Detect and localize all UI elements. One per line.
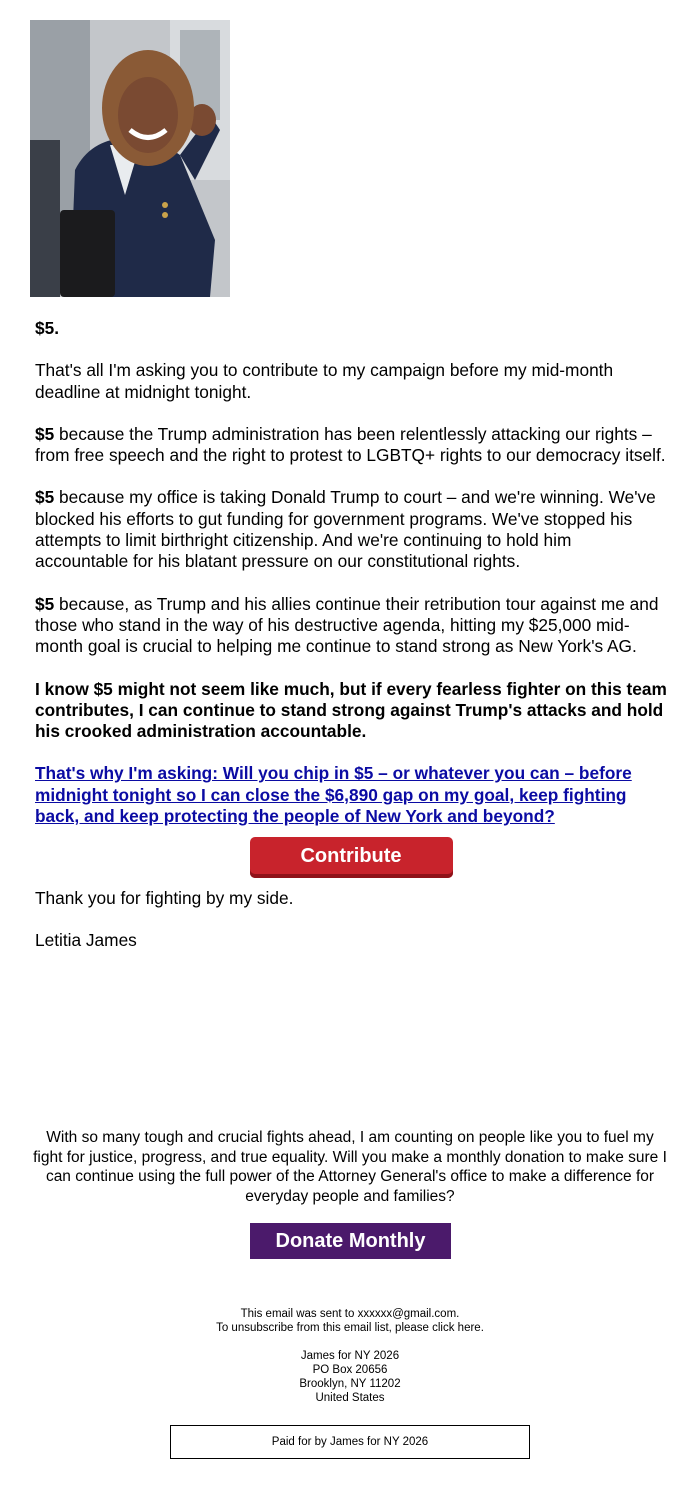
unsubscribe-link[interactable] <box>100 1321 600 1335</box>
sent-to-notice: This email was sent to xxxxxx@gmail.com. <box>240 1308 460 1320</box>
intro-paragraph: That's all I'm asking you to contribute to my campaign before my mid-month deadline at midnight tonight. <box>35 360 614 402</box>
monthly-donation-pitch: With so many tough and crucial fights ahead, I am counting on people like you to fuel my fight for justice, progress, and true equality. Will you make a monthly donation to make sure I can continue using the full power of the Attorney General's office to make a difference for everyday people and families? <box>33 1129 667 1205</box>
address-line: James for NY 2026 <box>300 1350 400 1362</box>
unsubscribe-text[interactable]: To unsubscribe from this email list, please click here. <box>216 1322 484 1334</box>
contribute-button[interactable]: Contribute <box>250 837 453 878</box>
amount-text: $5 <box>35 423 55 444</box>
amount-text: $5 <box>35 487 55 508</box>
thank-you-text: Thank you for fighting by my side. <box>35 888 294 909</box>
address-line: Brooklyn, NY 11202 <box>299 1378 401 1390</box>
rights-paragraph <box>35 424 667 467</box>
paragraph-text: because, as Trump and his allies continue their retribution tour against me and those who stand in the way of his destructive agenda, hitting my $25,000 mid-month goal is crucial to helping me continue to stand strong as New York's AG. <box>35 593 659 657</box>
signature: Letitia James <box>35 929 137 950</box>
candidate-photo <box>30 20 230 297</box>
legal-footer <box>100 1307 600 1405</box>
paid-for-disclaimer: Paid for by James for NY 2026 <box>170 1425 530 1459</box>
amount-text: $5 <box>35 593 55 614</box>
contribute-button-wrapper <box>35 837 667 878</box>
mailing-address <box>100 1349 600 1405</box>
address-line: United States <box>315 1392 385 1404</box>
goal-paragraph <box>35 594 667 658</box>
court-paragraph <box>35 487 667 572</box>
donate-monthly-button[interactable]: Donate Monthly <box>250 1223 451 1259</box>
paragraph-text: because the Trump administration has been relentlessly attacking our rights – from free speech and the right to protest to LGBTQ+ rights to our democracy itself. <box>35 423 666 466</box>
email-body <box>35 318 667 972</box>
address-line: PO Box 20656 <box>312 1364 388 1376</box>
donation-ask-link[interactable]: That's why I'm asking: Will you chip in $5 – or whatever you can – before midnight tonight so I can close the $6,890 gap on my goal, keep fighting back, and keep protecting the people of New York and beyond? <box>35 763 632 827</box>
portrait-photo-icon <box>30 20 230 297</box>
emphasis-paragraph: I know $5 might not seem like much, but if every fearless fighter on this team contributes, I can continue to stand strong against Trump's attacks and hold his crooked administration accountable. <box>35 678 667 742</box>
paragraph-text: because my office is taking Donald Trump to court – and we're winning. We've blocked his efforts to gut funding for government programs. We've stopped his attempts to limit birthright citizenship. And we're continuing to hold him accountable for his blatant pressure on our constitutional rights. <box>35 487 656 572</box>
opening-amount: $5. <box>35 318 60 338</box>
